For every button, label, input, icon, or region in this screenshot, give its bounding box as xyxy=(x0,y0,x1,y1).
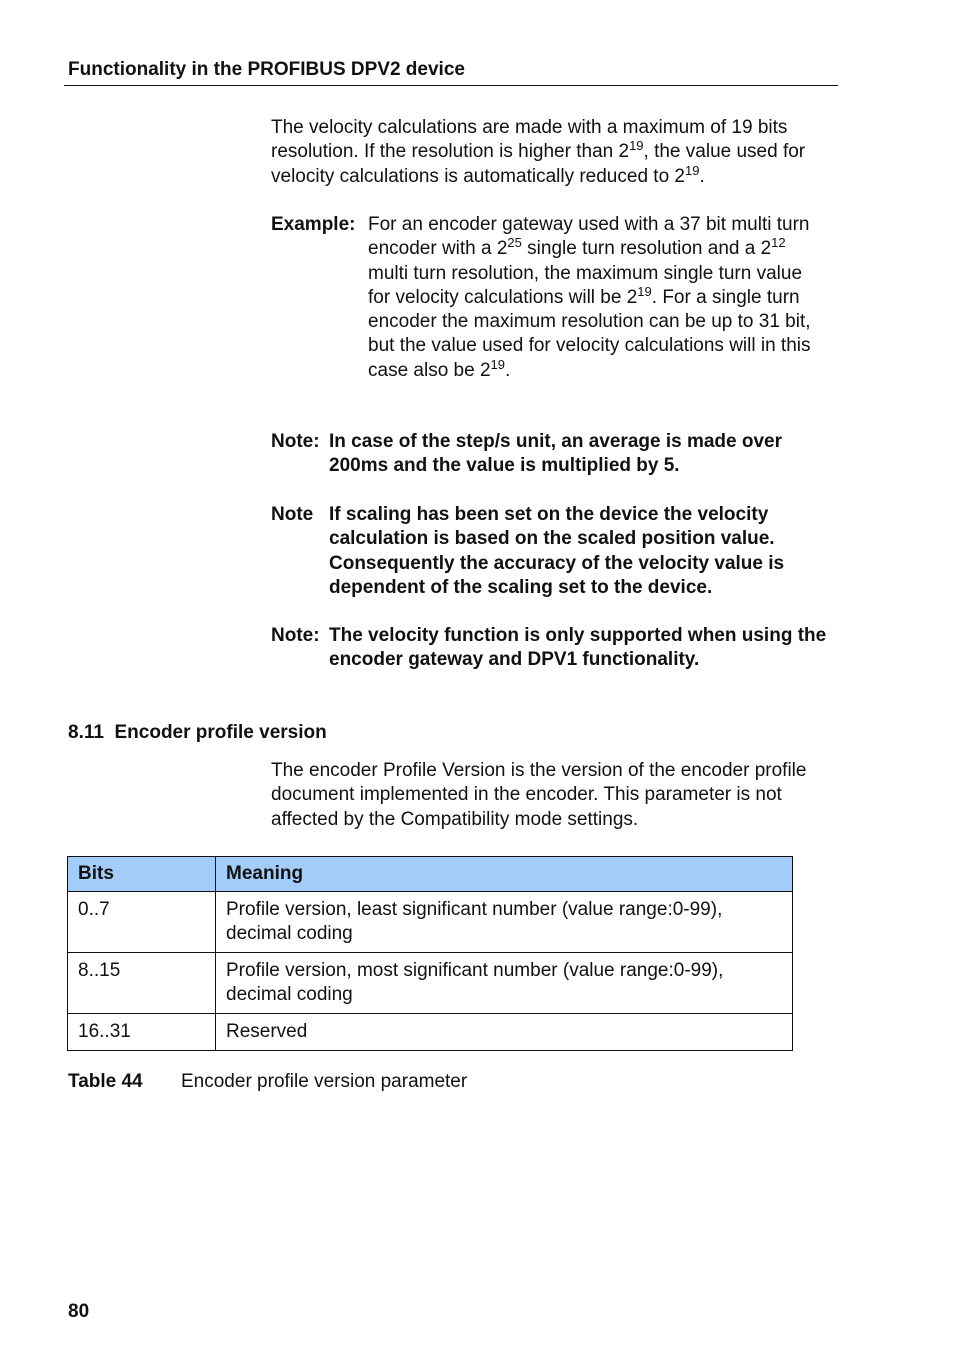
cell-meaning: Profile version, least significant number (value range:0-99), decimal coding xyxy=(216,892,793,953)
note-text: In case of the step/s unit, an average is made over 200ms and the value is multiplied by 5. xyxy=(329,431,783,477)
table-header-row xyxy=(68,857,793,892)
column-header-meaning: Meaning xyxy=(216,857,793,892)
note-step-unit xyxy=(271,430,791,479)
note-label: Note: xyxy=(271,431,320,452)
example-text xyxy=(368,213,826,383)
table-caption-text: Encoder profile version parameter xyxy=(181,1071,468,1092)
note-label: Note: xyxy=(271,625,320,646)
cell-meaning: Reserved xyxy=(216,1014,793,1051)
section-title: Encoder profile version xyxy=(114,722,327,743)
encoder-profile-table xyxy=(67,856,793,1051)
text: The velocity calculations are made with a maximum of 19 bits resolution. If the resolution is higher than 2 xyxy=(271,117,788,163)
text: . xyxy=(505,359,511,381)
superscript: 19 xyxy=(490,356,505,372)
text: , the value used for velocity calculations is automatically reduced to 2 xyxy=(271,141,806,187)
example-label xyxy=(271,213,355,237)
note-label: Note xyxy=(271,504,314,525)
note-velocity-function xyxy=(271,624,841,673)
column-header-bits: Bits xyxy=(68,857,216,892)
superscript: 19 xyxy=(637,283,652,299)
table-row xyxy=(68,953,793,1014)
intro-paragraph xyxy=(271,116,821,189)
cell-meaning: Profile version, most significant number (value range:0-99), decimal coding xyxy=(216,953,793,1014)
text: single turn resolution and a 2 xyxy=(521,238,772,260)
text: For an encoder gateway used with a 37 bit multi turn encoder with a 2 xyxy=(368,214,810,260)
note-text: The velocity function is only supported when using the encoder gateway and DPV1 functionality. xyxy=(329,625,827,671)
text: . For a single turn encoder the maximum resolution can be up to 31 bit, but the value used for velocity calculations will in this case also be 2 xyxy=(368,286,811,381)
note-scaling xyxy=(271,503,791,600)
table-caption-label: Table 44 xyxy=(68,1071,143,1092)
note-text: If scaling has been set on the device the velocity calculation is based on the scaled position value. Consequently the accuracy of the velocity value is dependent of the scaling set to the device. xyxy=(329,504,785,598)
label: Example: xyxy=(271,214,356,235)
section-number: 8.11 xyxy=(68,722,104,743)
page-number: 80 xyxy=(68,1301,90,1322)
table-row xyxy=(68,1014,793,1051)
section-heading xyxy=(68,721,327,745)
superscript: 25 xyxy=(507,235,522,251)
cell-bits: 8..15 xyxy=(68,953,216,1014)
superscript: 12 xyxy=(771,235,786,251)
cell-bits: 16..31 xyxy=(68,1014,216,1051)
text: multi turn resolution, the maximum single turn value for velocity calculations will be 2 xyxy=(368,262,803,308)
text: . xyxy=(699,165,705,187)
running-header: Functionality in the PROFIBUS DPV2 device xyxy=(68,59,465,80)
header-rule xyxy=(64,85,838,86)
section-body: The encoder Profile Version is the version of the encoder profile document implemented in the encoder. This parameter is not affected by the Compatibility mode settings. xyxy=(271,760,807,830)
table-row xyxy=(68,892,793,953)
superscript: 19 xyxy=(684,162,700,178)
superscript: 19 xyxy=(629,138,644,154)
cell-bits: 0..7 xyxy=(68,892,216,953)
